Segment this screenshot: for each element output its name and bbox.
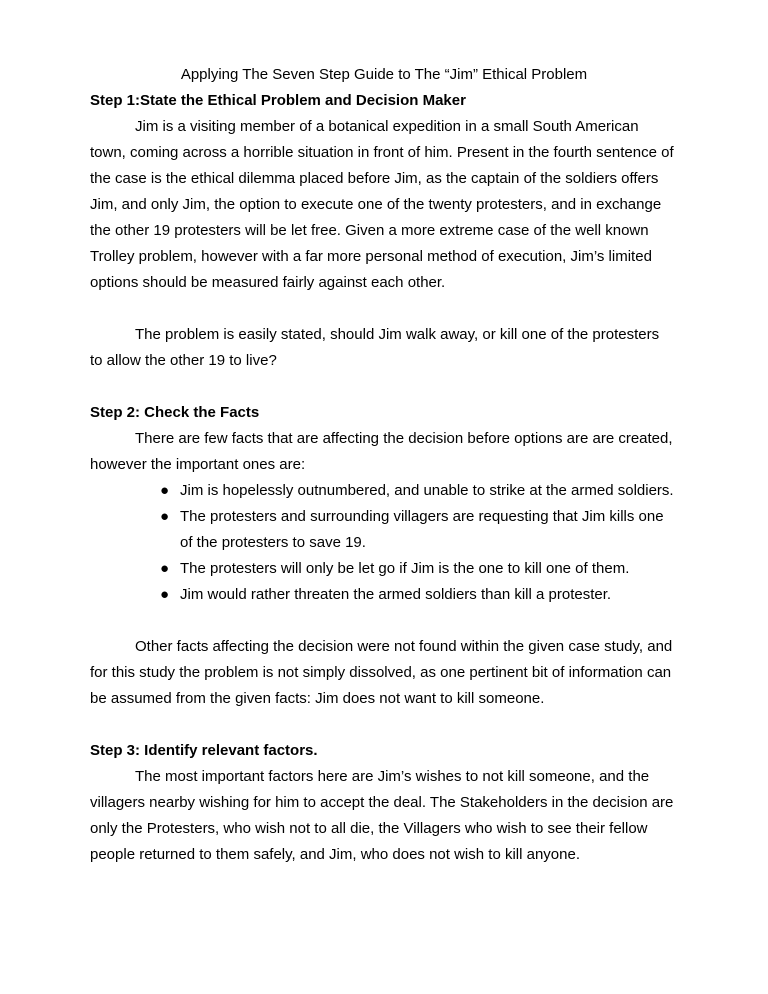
list-item-text: Jim would rather threaten the armed soldiers than kill a protester. — [180, 586, 612, 603]
text-line: town, coming across a horrible situation in front of him. Present in the fourth sentence of — [90, 144, 674, 161]
step2-heading: Step 2: Check the Facts — [90, 404, 260, 421]
bullet-icon: ● — [160, 508, 170, 525]
step3-heading: Step 3: Identify relevant factors. — [90, 742, 318, 759]
list-item — [90, 556, 690, 582]
document-page — [90, 62, 690, 868]
bullet-icon: ● — [160, 560, 170, 577]
text-line: for this study the problem is not simply dissolved, as one pertinent bit of information can — [90, 664, 672, 681]
text-line: The most important factors here are Jim’s wishes to not kill someone, and the — [135, 768, 650, 785]
text-line: be assumed from the given facts: Jim does not want to kill someone. — [90, 690, 545, 707]
text-line: Trolley problem, however with a far more personal method of execution, Jim’s limited — [90, 248, 652, 265]
text-line: the case is the ethical dilemma placed before Jim, as the captain of the soldiers offers — [90, 170, 659, 187]
text-line: only the Protesters, who wish not to all die, the Villagers who wish to see their fellow — [90, 820, 648, 837]
step2-paragraph-2 — [90, 634, 690, 712]
list-item-text: The protesters and surrounding villagers are requesting that Jim kills one — [180, 508, 664, 525]
text-line: to allow the other 19 to live? — [90, 352, 277, 369]
text-line: The problem is easily stated, should Jim walk away, or kill one of the protesters — [135, 326, 660, 343]
step1-paragraph-1 — [90, 114, 690, 296]
text-line: Jim, and only Jim, the option to execute one of the twenty protesters, and in exchange — [90, 196, 662, 213]
text-line: villagers nearby wishing for him to accept the deal. The Stakeholders in the decision are — [90, 794, 674, 811]
list-item-text: Jim is hopelessly outnumbered, and unable to strike at the armed soldiers. — [180, 482, 674, 499]
step2-paragraph-1 — [90, 426, 690, 478]
list-item-text: of the protesters to save 19. — [180, 534, 366, 551]
step3-paragraph-1 — [90, 764, 690, 868]
bullet-icon: ● — [160, 482, 170, 499]
text-line: Jim is a visiting member of a botanical expedition in a small South American — [135, 118, 639, 135]
bullet-icon: ● — [160, 586, 170, 603]
step1-heading: Step 1:State the Ethical Problem and Decision Maker — [90, 92, 466, 109]
fact-bullet-list — [90, 478, 690, 608]
list-item — [90, 582, 690, 608]
list-item-text: The protesters will only be let go if Jim is the one to kill one of them. — [180, 560, 630, 577]
step1-paragraph-2 — [90, 322, 690, 374]
text-line: Other facts affecting the decision were not found within the given case study, and — [135, 638, 673, 655]
list-item — [90, 504, 690, 556]
text-line: the other 19 protesters will be let free. Given a more extreme case of the well known — [90, 222, 649, 239]
text-line: however the important ones are: — [90, 456, 306, 473]
text-line: options should be measured fairly against each other. — [90, 274, 446, 291]
list-item — [90, 478, 690, 504]
document-title: Applying The Seven Step Guide to The “Jim” Ethical Problem — [180, 66, 588, 83]
text-line: There are few facts that are affecting the decision before options are are created, — [135, 430, 673, 447]
text-line: people returned to them safely, and Jim, who does not wish to kill anyone. — [90, 846, 580, 863]
